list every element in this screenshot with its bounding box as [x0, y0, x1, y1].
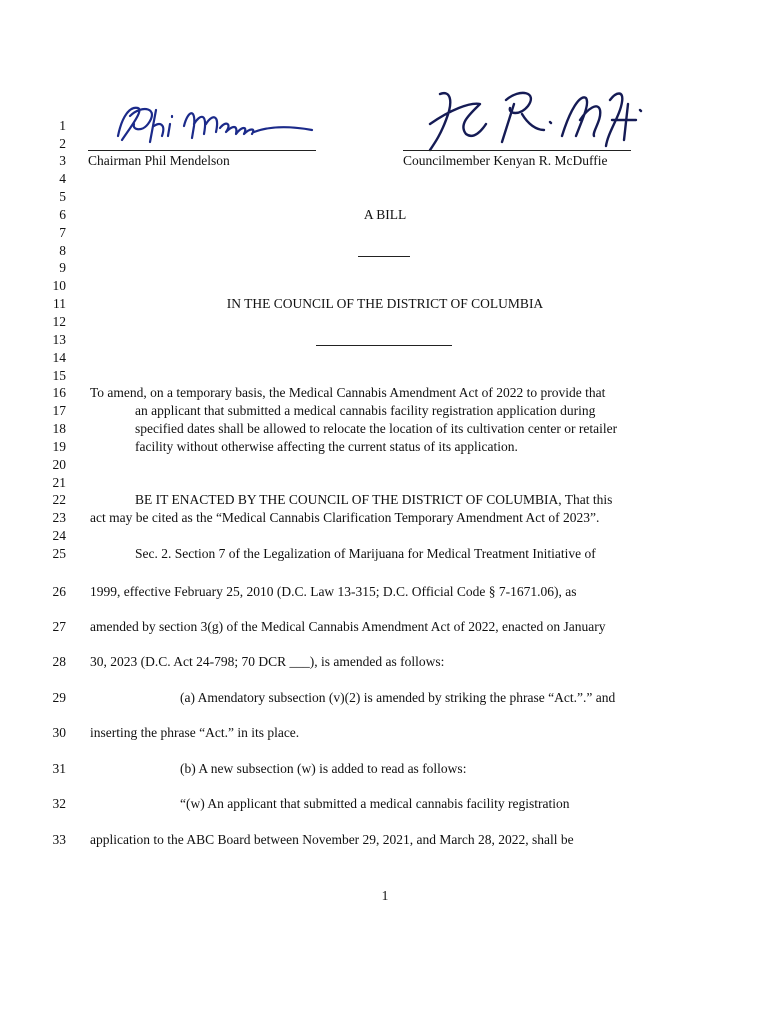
- line-number: 15: [52, 368, 66, 383]
- line-number: 19: [52, 439, 66, 454]
- line-number: 33: [52, 832, 66, 847]
- signatory-right: Councilmember Kenyan R. McDuffie: [403, 153, 608, 168]
- line-number: 12: [52, 314, 66, 329]
- line-number: 25: [52, 546, 66, 561]
- signature-line-right: [403, 150, 631, 151]
- line-number: 1: [59, 118, 66, 133]
- enacting-clause-line: act may be cited as the “Medical Cannabis Clarification Temporary Amendment Act of 2023”.: [90, 510, 600, 525]
- line-number: 22: [52, 492, 66, 507]
- line-number: 9: [59, 260, 66, 275]
- page-number: 1: [381, 888, 389, 903]
- line-number: 6: [59, 207, 66, 222]
- body-line: Sec. 2. Section 7 of the Legalization of Marijuana for Medical Treatment Initiative of: [135, 546, 596, 561]
- bill-number-blank: [358, 256, 410, 257]
- line-number: 21: [52, 475, 66, 490]
- line-number: 11: [53, 296, 66, 311]
- line-number: 3: [59, 153, 66, 168]
- line-number: 29: [52, 690, 66, 705]
- line-number: 16: [52, 385, 66, 400]
- line-number: 30: [52, 725, 66, 740]
- enacting-clause-line: BE IT ENACTED BY THE COUNCIL OF THE DISTRICT OF COLUMBIA, That this: [135, 492, 613, 507]
- line-number: 28: [52, 654, 66, 669]
- line-number: 17: [52, 403, 66, 418]
- body-line: amended by section 3(g) of the Medical Cannabis Amendment Act of 2022, enacted on January: [90, 619, 606, 634]
- line-number: 8: [59, 243, 66, 258]
- line-number: 26: [52, 584, 66, 599]
- line-number: 13: [52, 332, 66, 347]
- title-line: an applicant that submitted a medical cannabis facility registration application during: [135, 403, 596, 418]
- line-number: 31: [52, 761, 66, 776]
- mcduffie-signature: [410, 80, 650, 160]
- line-number: 23: [52, 510, 66, 525]
- body-line: 30, 2023 (D.C. Act 24-798; 70 DCR ___), is amended as follows:: [90, 654, 445, 669]
- body-line: (b) A new subsection (w) is added to read as follows:: [180, 761, 467, 776]
- body-line: (a) Amendatory subsection (v)(2) is amended by striking the phrase “Act.”.” and: [180, 690, 616, 705]
- line-number: 7: [59, 225, 66, 240]
- line-number: 27: [52, 619, 66, 634]
- line-number: 14: [52, 350, 66, 365]
- line-number: 10: [52, 278, 66, 293]
- line-number: 4: [59, 171, 66, 186]
- title-line: specified dates shall be allowed to relocate the location of its cultivation center or retailer: [135, 421, 618, 436]
- council-heading: IN THE COUNCIL OF THE DISTRICT OF COLUMBIA: [226, 296, 544, 311]
- body-line: application to the ABC Board between November 29, 2021, and March 28, 2022, shall be: [90, 832, 574, 847]
- line-number: 18: [52, 421, 66, 436]
- line-number: 2: [59, 136, 66, 151]
- title-line: facility without otherwise affecting the current status of its application.: [135, 439, 518, 454]
- body-line: 1999, effective February 25, 2010 (D.C. Law 13-315; D.C. Official Code § 7-1671.06), as: [90, 584, 577, 599]
- date-blank: [316, 345, 452, 346]
- bill-heading: A BILL: [363, 207, 407, 222]
- mendelson-signature: [100, 96, 330, 156]
- body-line: inserting the phrase “Act.” in its place.: [90, 725, 300, 740]
- line-number: 24: [52, 528, 66, 543]
- title-line: To amend, on a temporary basis, the Medical Cannabis Amendment Act of 2022 to provide that: [90, 385, 606, 400]
- line-number: 32: [52, 796, 66, 811]
- line-number: 20: [52, 457, 66, 472]
- body-line: “(w) An applicant that submitted a medical cannabis facility registration: [180, 796, 570, 811]
- signatory-left: Chairman Phil Mendelson: [88, 153, 230, 168]
- signature-line-left: [88, 150, 316, 151]
- line-number: 5: [59, 189, 66, 204]
